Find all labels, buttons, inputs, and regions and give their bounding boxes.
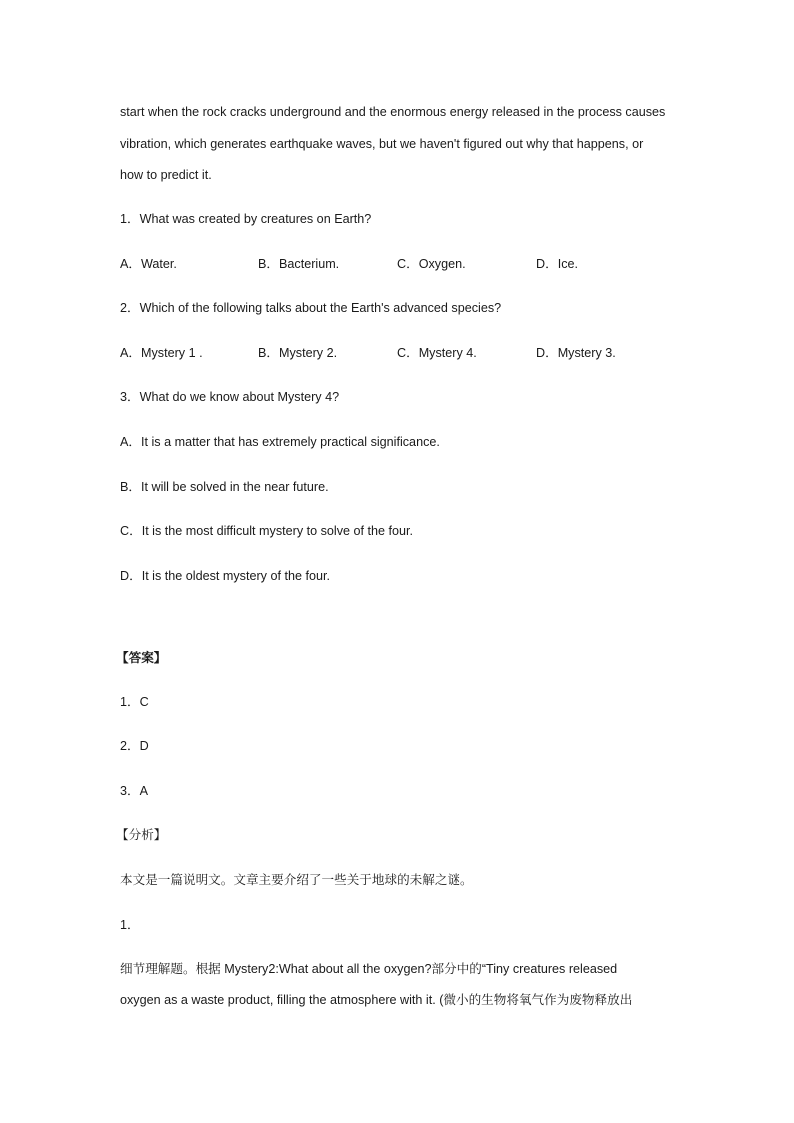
question-3-stem: 3．What do we know about Mystery 4? — [120, 390, 340, 404]
answer-item: 1．C — [120, 695, 149, 709]
passage-line: vibration, which generates earthquake waves, but we haven't figured out why that happens, or — [120, 137, 644, 151]
question-1-option-c: C．Oxygen. — [397, 257, 466, 271]
answer-item: 2．D — [120, 739, 149, 753]
question-3-option-d: D．It is the oldest mystery of the four. — [120, 569, 330, 583]
analysis-heading: 【分析】 — [116, 828, 167, 842]
question-3-option-c: C．It is the most difficult mystery to solve of the four. — [120, 524, 414, 538]
question-2-option-d: D．Mystery 3. — [536, 346, 616, 360]
question-1-stem: 1．What was created by creatures on Earth? — [120, 212, 372, 226]
analysis-line: 细节理解题。根据 Mystery2:What about all the oxygen?部分中的“Tiny creatures released — [120, 962, 618, 976]
analysis-summary: 本文是一篇说明文。文章主要介绍了一些关于地球的未解之谜。 — [120, 873, 473, 887]
question-2-option-b: B．Mystery 2. — [258, 346, 338, 360]
question-2-option-c: C．Mystery 4. — [397, 346, 477, 360]
question-3-option-b: B．It will be solved in the near future. — [120, 480, 329, 494]
question-3-option-a: A．It is a matter that has extremely practical significance. — [120, 435, 440, 449]
question-1-option-d: D．Ice. — [536, 257, 578, 271]
question-1-option-a: A．Water. — [120, 257, 177, 271]
answer-item: 3．A — [120, 784, 148, 798]
passage-line: start when the rock cracks underground and the enormous energy released in the process causes — [120, 105, 666, 119]
question-2-stem: 2．Which of the following talks about the Earth's advanced species? — [120, 301, 502, 315]
passage-line: how to predict it. — [120, 168, 212, 182]
answer-heading: 【答案】 — [116, 651, 167, 665]
analysis-line: oxygen as a waste product, filling the atmosphere with it. (微小的生物将氧气作为废物释放出 — [120, 993, 633, 1007]
analysis-question-number: 1． — [120, 918, 140, 932]
question-1-option-b: B．Bacterium. — [258, 257, 340, 271]
question-2-option-a: A．Mystery 1 . — [120, 346, 203, 360]
